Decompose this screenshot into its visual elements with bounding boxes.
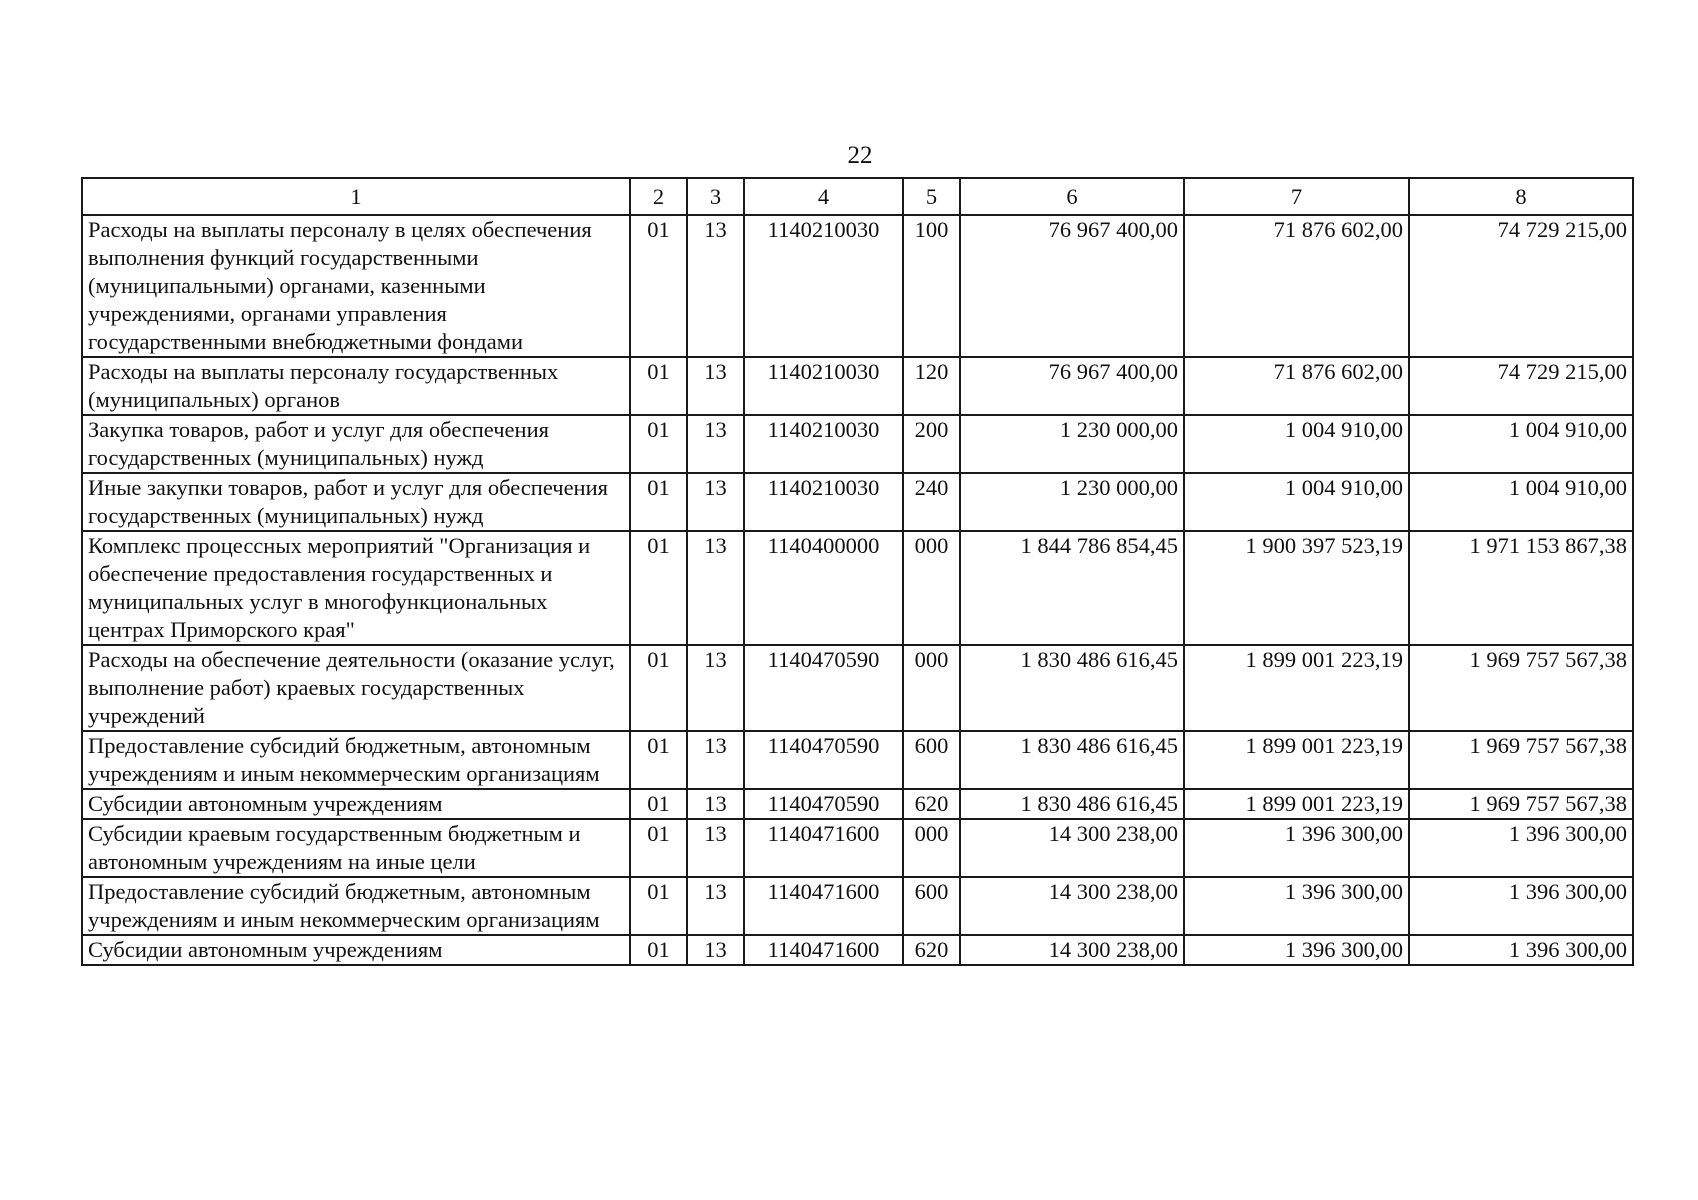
row-amount-6: 76 967 400,00 [960,215,1184,357]
row-section: 01 [630,357,687,415]
row-expense-type: 600 [903,731,960,789]
row-target-code: 1140210030 [744,473,903,531]
column-header-8: 8 [1409,178,1633,215]
row-name: Предоставление субсидий бюджетным, автономным учреждениям и иным некоммерческим организациям [82,731,630,789]
row-amount-7: 71 876 602,00 [1184,215,1409,357]
row-expense-type: 240 [903,473,960,531]
row-amount-8: 1 396 300,00 [1409,819,1633,877]
row-amount-7: 1 396 300,00 [1184,819,1409,877]
row-target-code: 1140470590 [744,645,903,731]
row-amount-8: 1 971 153 867,38 [1409,531,1633,645]
row-subsection: 13 [687,819,744,877]
row-section: 01 [630,531,687,645]
row-name: Закупка товаров, работ и услуг для обеспечения государственных (муниципальных) нужд [82,415,630,473]
row-name: Расходы на обеспечение деятельности (оказание услуг, выполнение работ) краевых государственных учреждений [82,645,630,731]
row-subsection: 13 [687,473,744,531]
row-name: Комплекс процессных мероприятий "Организация и обеспечение предоставления государственных и муниципальных услуг в многофункциональных центрах Приморского края" [82,531,630,645]
row-amount-7: 1 004 910,00 [1184,473,1409,531]
row-name: Расходы на выплаты персоналу в целях обеспечения выполнения функций государственными (муниципальными) органами, казенными учреждениями, органами управления государственными внебюджетными фондами [82,215,630,357]
table-row [82,645,1633,731]
row-target-code: 1140210030 [744,415,903,473]
row-section: 01 [630,789,687,819]
row-amount-6: 14 300 238,00 [960,877,1184,935]
table-row [82,415,1633,473]
row-name: Субсидии краевым государственным бюджетным и автономным учреждениям на иные цели [82,819,630,877]
row-expense-type: 200 [903,415,960,473]
budget-table [81,177,1634,966]
row-expense-type: 100 [903,215,960,357]
table-row [82,731,1633,789]
row-amount-6: 1 230 000,00 [960,473,1184,531]
table-body [82,215,1633,965]
row-expense-type: 000 [903,819,960,877]
row-section: 01 [630,645,687,731]
row-amount-6: 1 844 786 854,45 [960,531,1184,645]
row-amount-8: 1 396 300,00 [1409,935,1633,965]
row-expense-type: 620 [903,789,960,819]
row-subsection: 13 [687,415,744,473]
table-row [82,819,1633,877]
row-subsection: 13 [687,215,744,357]
column-header-2: 2 [630,178,687,215]
row-name: Субсидии автономным учреждениям [82,935,630,965]
row-target-code: 1140470590 [744,789,903,819]
row-name: Иные закупки товаров, работ и услуг для обеспечения государственных (муниципальных) нужд [82,473,630,531]
row-amount-8: 1 396 300,00 [1409,877,1633,935]
page-number: 22 [847,142,873,169]
column-header-4: 4 [744,178,903,215]
row-name: Субсидии автономным учреждениям [82,789,630,819]
row-section: 01 [630,415,687,473]
row-amount-6: 14 300 238,00 [960,935,1184,965]
row-target-code: 1140471600 [744,935,903,965]
row-subsection: 13 [687,877,744,935]
row-amount-8: 1 004 910,00 [1409,415,1633,473]
row-subsection: 13 [687,645,744,731]
row-section: 01 [630,215,687,357]
table-row [82,215,1633,357]
row-target-code: 1140400000 [744,531,903,645]
row-target-code: 1140471600 [744,819,903,877]
row-amount-7: 1 899 001 223,19 [1184,731,1409,789]
row-amount-6: 1 830 486 616,45 [960,789,1184,819]
row-amount-7: 1 900 397 523,19 [1184,531,1409,645]
row-amount-7: 1 004 910,00 [1184,415,1409,473]
row-section: 01 [630,935,687,965]
table-row [82,531,1633,645]
row-amount-6: 76 967 400,00 [960,357,1184,415]
row-subsection: 13 [687,731,744,789]
header-row [82,178,1633,215]
row-target-code: 1140471600 [744,877,903,935]
column-header-1: 1 [82,178,630,215]
row-amount-6: 1 230 000,00 [960,415,1184,473]
row-amount-8: 74 729 215,00 [1409,357,1633,415]
row-expense-type: 120 [903,357,960,415]
row-amount-7: 71 876 602,00 [1184,357,1409,415]
table-row [82,935,1633,965]
row-name: Расходы на выплаты персоналу государственных (муниципальных) органов [82,357,630,415]
row-target-code: 1140210030 [744,357,903,415]
table-row [82,357,1633,415]
row-amount-6: 14 300 238,00 [960,819,1184,877]
table-row [82,789,1633,819]
row-section: 01 [630,731,687,789]
column-header-6: 6 [960,178,1184,215]
row-amount-6: 1 830 486 616,45 [960,645,1184,731]
row-amount-8: 1 969 757 567,38 [1409,645,1633,731]
row-amount-8: 1 969 757 567,38 [1409,731,1633,789]
column-header-7: 7 [1184,178,1409,215]
row-target-code: 1140210030 [744,215,903,357]
row-subsection: 13 [687,531,744,645]
row-amount-8: 74 729 215,00 [1409,215,1633,357]
row-name: Предоставление субсидий бюджетным, автономным учреждениям и иным некоммерческим организациям [82,877,630,935]
table-header [82,178,1633,215]
row-section: 01 [630,473,687,531]
column-header-5: 5 [903,178,960,215]
row-section: 01 [630,877,687,935]
row-subsection: 13 [687,357,744,415]
row-subsection: 13 [687,789,744,819]
row-amount-7: 1 899 001 223,19 [1184,645,1409,731]
row-section: 01 [630,819,687,877]
row-amount-7: 1 396 300,00 [1184,877,1409,935]
column-header-3: 3 [687,178,744,215]
row-expense-type: 600 [903,877,960,935]
row-expense-type: 620 [903,935,960,965]
row-target-code: 1140470590 [744,731,903,789]
row-amount-6: 1 830 486 616,45 [960,731,1184,789]
row-amount-8: 1 004 910,00 [1409,473,1633,531]
row-subsection: 13 [687,935,744,965]
row-amount-7: 1 899 001 223,19 [1184,789,1409,819]
table-row [82,877,1633,935]
table-row [82,473,1633,531]
row-expense-type: 000 [903,645,960,731]
row-amount-8: 1 969 757 567,38 [1409,789,1633,819]
row-amount-7: 1 396 300,00 [1184,935,1409,965]
row-expense-type: 000 [903,531,960,645]
